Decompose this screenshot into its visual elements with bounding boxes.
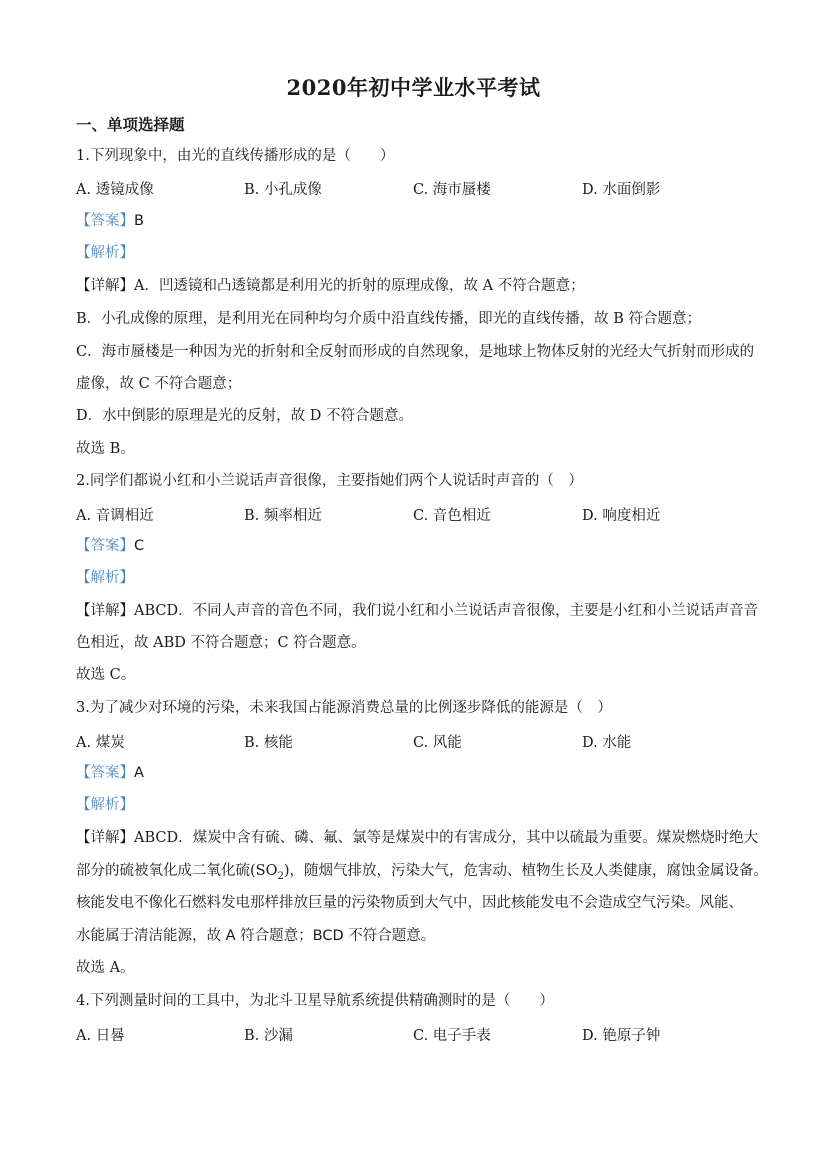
question-4-options [76, 1024, 756, 1044]
question-3-conclusion: 故选 A。 [76, 960, 135, 976]
question-1-stem: 1.下列现象中，由光的直线传播形成的是（ ） [76, 148, 395, 164]
question-2-stem: 2.同学们都说小红和小兰说话声音很像，主要指她们两个人说话时声音的（ ） [76, 473, 583, 489]
question-2-detail-line [76, 601, 758, 621]
question-3-detail-line [76, 828, 758, 848]
option-b: B. 核能 [244, 735, 293, 751]
option-c: C. 音色相近 [413, 508, 491, 524]
question-3-detail-4: 水能属于清洁能源，故 A 符合题意；BCD 不符合题意。 [76, 928, 436, 944]
question-2-answer [76, 536, 144, 556]
question-1-detail-b: B．小孔成像的原理，是利用光在同种均匀介质中沿直线传播，即光的直线传播，故 B 符合题意； [76, 311, 702, 327]
detail-tag: 【详解】 [76, 278, 134, 294]
option-c: C. 电子手表 [413, 1028, 491, 1044]
option-a: A. 日晷 [76, 1028, 125, 1044]
section-heading: 一、单项选择题 [76, 115, 185, 134]
detail-text: A．凹透镜和凸透镜都是利用光的折射的原理成像，故 A 不符合题意； [134, 278, 585, 294]
option-d: D. 水能 [582, 735, 632, 751]
question-1-detail-d: D．水中倒影的原理是光的反射，故 D 不符合题意。 [76, 408, 413, 424]
answer-value: B [134, 213, 144, 229]
question-1-analysis-tag [76, 243, 134, 263]
detail-tag: 【详解】 [76, 603, 134, 619]
answer-value: C [134, 538, 145, 554]
option-c: C. 海市蜃楼 [413, 182, 491, 198]
option-b: B. 小孔成像 [244, 182, 322, 198]
option-b: B. 沙漏 [244, 1028, 293, 1044]
question-3-stem: 3.为了减少对环境的污染，未来我国占能源消费总量的比例逐步降低的能源是（ ） [76, 700, 612, 716]
analysis-tag: 【解析】 [76, 570, 134, 586]
answer-tag: 【答案】 [76, 765, 134, 781]
question-2-options [76, 504, 756, 524]
question-2-detail-2: 色相近，故 ABD 不符合题意；C 符合题意。 [76, 635, 366, 651]
option-a: A. 煤炭 [76, 735, 125, 751]
answer-value: A [134, 765, 144, 781]
question-4-stem: 4.下列测量时间的工具中，为北斗卫星导航系统提供精确测时的是（ ） [76, 993, 554, 1009]
option-d: D. 水面倒影 [582, 182, 661, 198]
question-1-options [76, 178, 756, 198]
question-1-detail-line [76, 276, 585, 296]
question-1-answer [76, 211, 144, 231]
answer-tag: 【答案】 [76, 213, 134, 229]
answer-tag: 【答案】 [76, 538, 134, 554]
detail-text: ABCD．不同人声音的音色不同，我们说小红和小兰说话声音很像，主要是小红和小兰说话声音音 [134, 603, 759, 619]
subscript-2: 2 [277, 870, 284, 882]
question-3-detail-2 [76, 861, 768, 887]
question-1-conclusion: 故选 B。 [76, 441, 135, 457]
option-a: A. 透镜成像 [76, 182, 154, 198]
option-c: C. 风能 [413, 735, 462, 751]
option-a: A. 音调相近 [76, 508, 154, 524]
detail-text-b: )，随烟气排放，污染大气，危害动、植物生长及人类健康，腐蚀金属设备。 [283, 863, 769, 879]
analysis-tag: 【解析】 [76, 797, 134, 813]
question-3-answer [76, 763, 144, 783]
option-d: D. 响度相近 [582, 508, 661, 524]
detail-tag: 【详解】 [76, 830, 134, 846]
question-3-detail-3: 核能发电不像化石燃料发电那样排放巨量的污染物质到大气中，因此核能发电不会造成空气污染。风能、 [76, 895, 743, 911]
question-3-analysis-tag [76, 795, 134, 815]
detail-text-a: 部分的硫被氧化成二氧化硫(SO [76, 863, 278, 879]
question-2-analysis-tag [76, 568, 134, 588]
option-b: B. 频率相近 [244, 508, 322, 524]
option-d: D. 铯原子钟 [582, 1028, 661, 1044]
question-1-detail-c1: C．海市蜃楼是一种因为光的折射和全反射而形成的自然现象，是地球上物体反射的光经大气折射而形成的 [76, 344, 755, 360]
question-1-detail-c2: 虚像，故 C 不符合题意； [76, 376, 242, 392]
question-3-options [76, 731, 756, 751]
page-title: 2020年初中学业水平考试 [286, 75, 541, 100]
detail-text: ABCD．煤炭中含有硫、磷、氟、氯等是煤炭中的有害成分，其中以硫最为重要。煤炭燃烧时绝大 [134, 830, 759, 846]
question-2-conclusion: 故选 C。 [76, 667, 136, 683]
analysis-tag: 【解析】 [76, 245, 134, 261]
